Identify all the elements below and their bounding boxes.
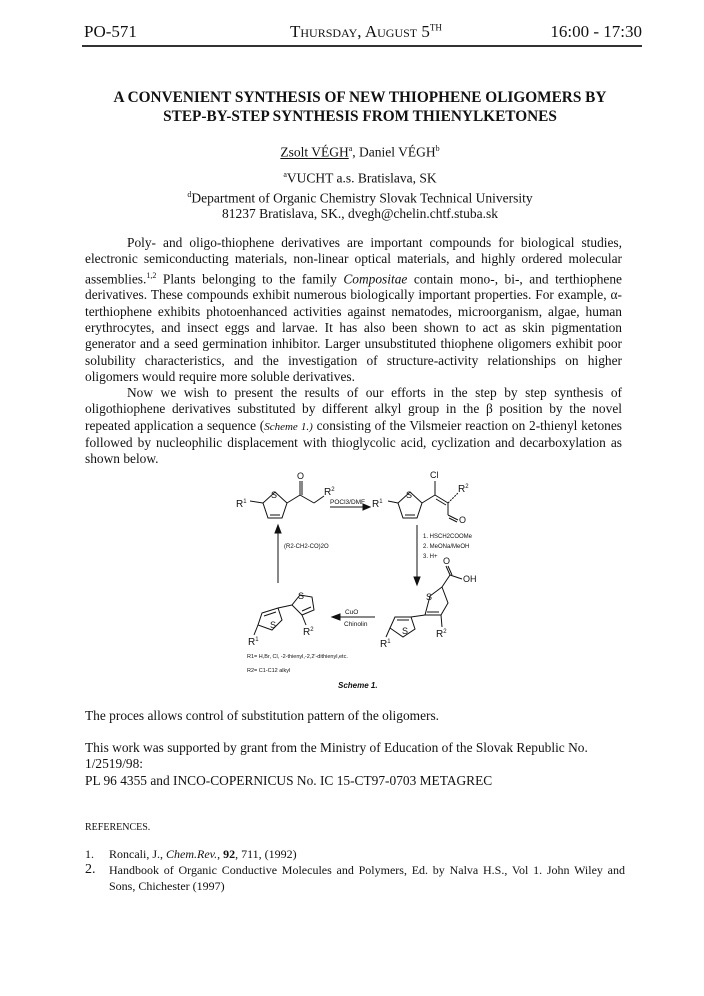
reagent-anhydride: (R2-CH2-CO)2O [284,544,329,550]
step-2: 2. MeONa/MeOH [423,544,470,550]
session-date [290,22,442,42]
oxygen-label: O [443,556,451,566]
sulfur-label: S [298,591,305,601]
header-rule [82,45,642,47]
r2-definition: R2= C1-C12 alkyl [247,668,291,674]
affiliation [60,167,660,187]
reagent-chinolin: Chinolin [344,621,368,628]
p2-text: Now we wish to present the results of our efforts in the step by step synthesis of oligothiophene derivatives substituted by different alkyl group in the β position by the novel repeated application a sequence ( [85,385,622,433]
r2-label: $R^2$ [436,629,447,640]
step-1: 1. HSCH2COOMe [423,534,473,540]
reagent-vilsmeier: POCl3/DMF [330,499,366,506]
affiliation [60,206,660,222]
molecule-bithiophene-acid [380,556,477,650]
scheme-caption: Scheme 1. [338,681,378,690]
sulfur-label: S [402,626,409,636]
sulfur-label: S [270,620,277,630]
reagent-cuo: CuO [345,609,359,616]
r1-definition: R1= H,Br, Cl, -2-thienyl,-2,2'-dithienyl,etc. [247,654,348,660]
step-3: 3. H+ [423,554,438,560]
citation: 1,2 [146,270,157,280]
ref-num: 1. [85,847,94,861]
title-line-2: STEP-BY-STEP SYNTHESIS FROM THIENYLKETONES [163,108,557,125]
title-line-1: A CONVENIENT SYNTHESIS OF NEW THIOPHENE OLIGOMERS BY [113,89,607,106]
arrow-up-icon [275,525,281,533]
session-time: 16:00 - 17:30 [550,22,642,41]
reference-item: 1. Roncali, J., Chem.Rev., 92, 711, (1992) [85,847,297,861]
sulfur-label: S [406,490,413,500]
molecule-chloro-aldehyde [372,470,469,525]
oxygen-label: O [459,515,467,525]
references-heading: REFERENCES. [85,822,151,833]
ref-rest: , 711, (1992) [235,847,297,861]
paragraph-1 [85,235,622,385]
author-1: Zsolt VÉGH [280,144,349,160]
paragraph-2 [85,385,622,467]
sulfur-label: S [426,592,433,602]
ref-author: Roncali, J., [109,847,166,861]
r1-label: $R^1$ [380,639,391,650]
aff-sup: a [283,170,287,179]
ref-num: 2. [85,862,96,877]
scheme-ref: Scheme 1.) [264,420,313,433]
aff-text: 81237 Bratislava, SK., dvegh@chelin.chtf.stuba.sk [221,206,498,221]
p1-text: Poly- and oligo-thiophene derivatives are important compounds for biological studies, electronic semiconducting materials, non-linear optical materials, and highly ordered molecular assemblies. [85,235,622,287]
abstract-body [85,235,622,468]
molecule-thienyl-ketone [236,471,335,518]
date-sup: TH [429,22,442,33]
arrow-down-icon [414,577,420,585]
paper-title [60,88,660,126]
date-text: Thursday, August 5 [290,22,430,41]
funding-line-1: This work was supported by grant from the Ministry of Education of the Slovak Republic No. 1/2519/98: [85,740,588,772]
p1-text: Plants belonging to the family [156,271,344,287]
author-2: Daniel VÉGH [359,144,436,160]
poster-code: PO-571 [84,22,137,41]
affiliations [60,167,660,222]
author-2-sup: b [435,144,440,153]
author-sep: , [352,144,360,160]
r1-label: $R^1$ [236,499,247,510]
aff-text: Department of Organic Chemistry Slovak Technical University [191,190,533,205]
p1-text: contain mono-, bi-, and terthiophene derivatives. These compounds exhibit numerous biologically important properties. For example, α-terthiophene exhibits photoenhanced activities against nematodes, microorganism, algae, human erythrocytes, and insect eggs and larvae. It has also been shown to act as skin pigmentation generator and a seed germination inhibitor. Larger unsubstituted thiophene oligomers exhibit poor solubility characteristics, and the investigation of structure-activity relationships on higher oligomers would require more soluble derivatives. [85,271,623,384]
ref-text: Handbook of Organic Conductive Molecules and Polymers, Ed. by Nalva H.S., Vol 1. John Wiley and Sons, Chichester (1997) [109,863,625,893]
chlorine-label: Cl [430,470,439,480]
ref-volume: 92 [223,847,236,861]
reaction-scheme [230,465,510,695]
affiliation [60,187,660,207]
r1-label: $R^1$ [372,499,383,510]
ref-journal: Chem.Rev. [166,847,218,861]
authors [60,144,660,161]
p2-text: consisting of the Vilsmeier reaction on 2-thienyl ketones followed by nucleophilic displacement with thioglycolic acid, cyclization and decarboxylation as shown below. [85,417,622,467]
r2-label: $R^2$ [324,487,335,498]
molecule-bithiophene [248,591,314,648]
paragraph-3: The proces allows control of substitution pattern of the oligomers. [85,708,440,723]
hydroxyl-label: OH [463,574,477,584]
r2-label: $R^2$ [458,484,469,495]
sulfur-label: S [271,490,278,500]
funding [85,740,625,789]
aff-text: VUCHT a.s. Bratislava, SK [286,170,437,186]
r1-label: $R^1$ [248,637,259,648]
p1-italic: Compositae [343,271,408,287]
aff-sup: d [187,189,192,199]
arrow-left-icon [332,614,340,620]
reference-item [85,862,625,894]
funding-line-2: PL 96 4355 and INCO-COPERNICUS No. IC 15-CT97-0703 METAGREC [85,772,493,788]
oxygen-label: O [297,471,305,481]
r2-label: $R^2$ [303,627,314,638]
author-1-sup: a [348,144,353,153]
